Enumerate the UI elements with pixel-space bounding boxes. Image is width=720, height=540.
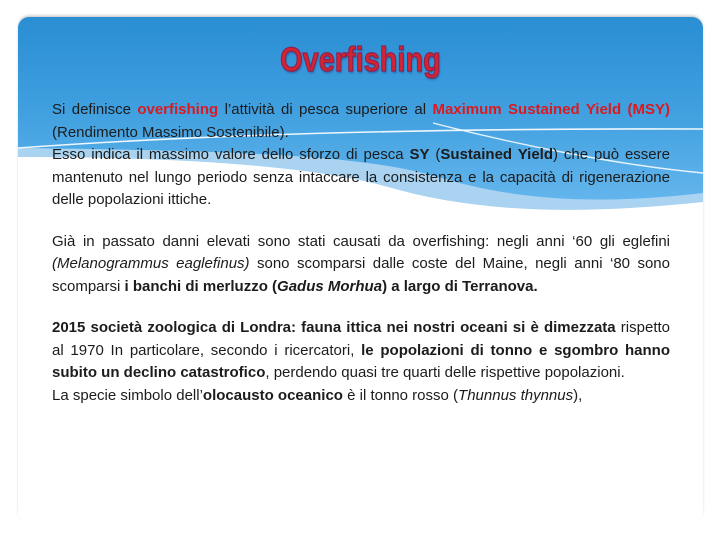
slide-card	[18, 17, 703, 523]
text-run: SY	[409, 146, 430, 163]
text-run: overfishing	[137, 101, 219, 118]
body-text	[52, 99, 670, 407]
text-run: Gadus Morhua	[277, 277, 383, 295]
paragraph	[52, 317, 670, 385]
text-run: (	[429, 146, 441, 163]
paragraph	[52, 385, 670, 408]
text-run: le popolazioni di tonno e sgombro hanno subito un declino catastrofico	[52, 341, 670, 381]
paragraph	[52, 99, 670, 144]
text-run: olocausto oceanico	[202, 386, 343, 404]
text-run: i banchi di merluzzo (	[124, 277, 278, 295]
text-run: è il tonno rosso (	[342, 386, 459, 404]
text-run: ) a largo di Terranova.	[382, 277, 538, 295]
text-run: La specie simbolo dell’	[52, 386, 203, 404]
text-run: (Rendimento Massimo Sostenibile).	[52, 123, 289, 141]
text-run: ) che può essere mantenuto nel lungo periodo senza intaccare la consistenza e la capacità di rigenerazione delle popolazioni ittiche.	[52, 146, 670, 208]
text-run: Thunnus thynnus	[458, 386, 574, 404]
text-run: Si definisce	[52, 101, 138, 118]
text-run: (Melanogrammus eaglefinus)	[52, 255, 250, 272]
text-run: 2015 società zoologica di Londra: fauna ittica nei nostri oceani si è dimezzata	[52, 319, 616, 336]
slide-title-text: Overfishing	[280, 41, 441, 79]
slide-title	[18, 41, 703, 80]
text-run: Sustained Yield	[440, 146, 554, 163]
text-run: l’attività di pesca superiore al	[218, 101, 433, 118]
text-run: rispetto al 1970 In particolare, secondo i ricercatori,	[52, 319, 670, 359]
text-run: Maximum Sustained Yield (MSY)	[432, 101, 670, 118]
text-run: , perdendo quasi tre quarti delle rispettive popolazioni.	[265, 364, 625, 381]
text-run: ),	[573, 386, 583, 404]
text-run: Esso indica il massimo valore dello sforzo di pesca	[52, 146, 410, 163]
text-run: Già in passato danni elevati sono stati causati da overfishing: negli anni ‘60 gli eglefini	[52, 232, 670, 250]
text-run: sono scomparsi dalle coste del Maine, negli anni ‘80 sono scomparsi	[52, 255, 670, 295]
paragraph	[52, 144, 670, 212]
paragraph	[52, 231, 670, 299]
